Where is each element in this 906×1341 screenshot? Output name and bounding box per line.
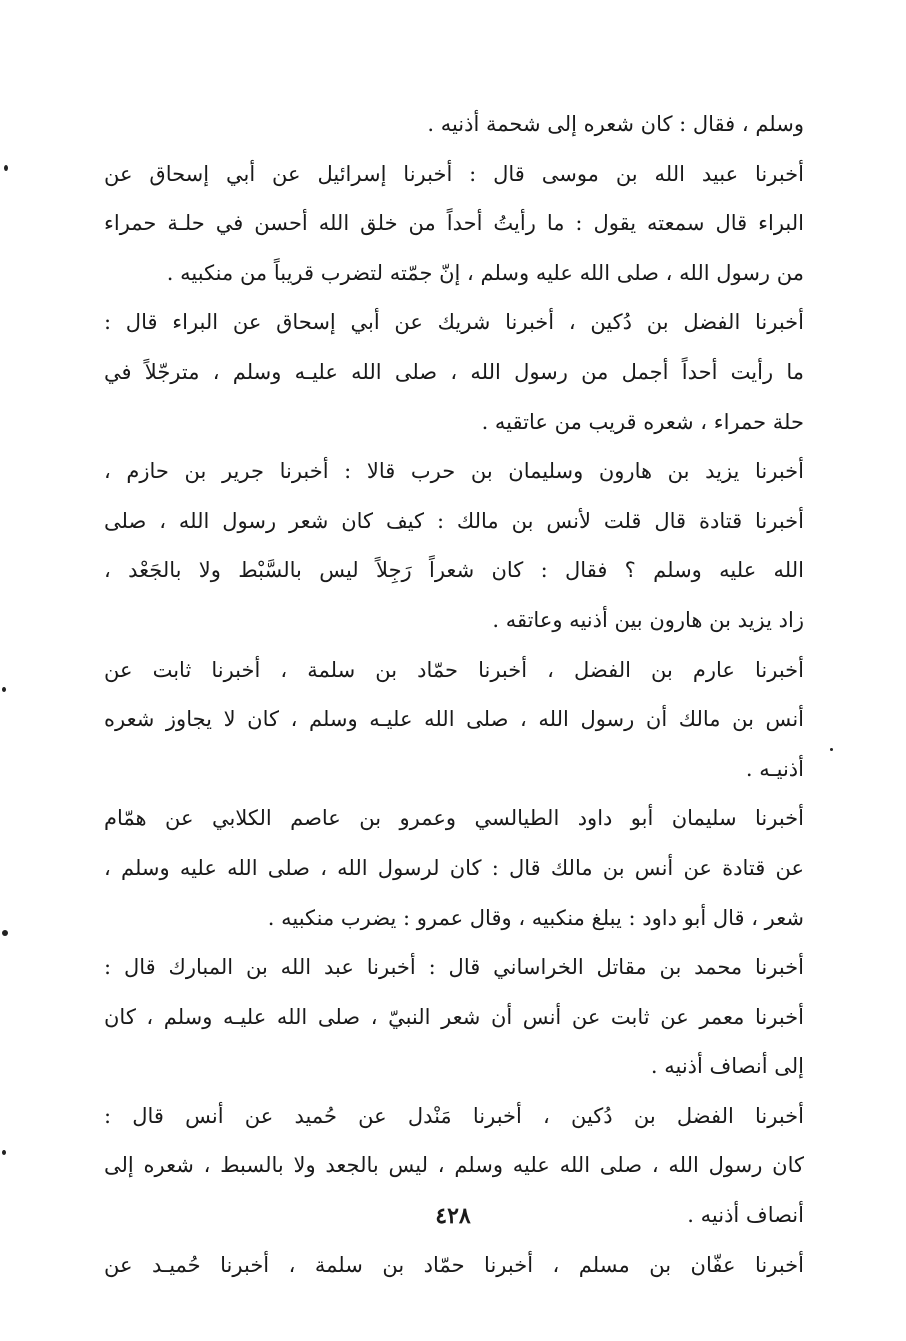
text-line: أخبرنا محمد بن مقاتل الخراساني قال : أخبرنا عبد الله بن المبارك قال : (104, 955, 804, 980)
text-line: أخبرنا الفضل بن دُكين ، أخبرنا شريك عن أبي إسحاق عن البراء قال : (104, 310, 804, 335)
text-line: من رسول الله ، صلى الله عليه وسلم ، إنّ جمّته لتضرب قريباً من منكبيه . (166, 260, 804, 285)
text-line: عن قتادة عن أنس بن مالك قال : كان لرسول الله ، صلى الله عليه وسلم ، (104, 855, 804, 880)
text-line: أخبرنا عارم بن الفضل ، أخبرنا حمّاد بن سلمة ، أخبرنا ثابت عن (104, 657, 804, 682)
scan-speck (4, 165, 8, 171)
scan-speck (2, 1150, 6, 1155)
text-line: شعر ، قال أبو داود : يبلغ منكبيه ، وقال عمرو : يضرب منكبيه . (267, 905, 804, 930)
text-line: ما رأيت أحداً أجمل من رسول الله ، صلى الله عليـه وسلم ، مترجّلاً في (104, 359, 804, 384)
text-line: أخبرنا يزيد بن هارون وسليمان بن حرب قالا : أخبرنا جرير بن حازم ، (104, 459, 804, 484)
scan-speck (2, 687, 6, 692)
text-line: أذنيـه . (745, 756, 804, 781)
page-number: ٤٢٨ (435, 1203, 471, 1229)
text-line: أخبرنا سليمان أبو داود الطيالسي وعمرو بن عاصم الكلابي عن همّام (104, 806, 804, 831)
text-line: أخبرنا الفضل بن دُكين ، أخبرنا مَنْدل عن حُميد عن أنس قال : (104, 1103, 804, 1128)
text-line: إلى أنصاف أذنيه . (650, 1054, 804, 1079)
text-line: أنس بن مالك أن رسول الله ، صلى الله عليـه وسلم ، كان لا يجاوز شعره (104, 707, 804, 732)
text-line: أنصاف أذنيه . (687, 1203, 804, 1228)
text-line: كان رسول الله ، صلى الله عليه وسلم ، ليس بالجعد ولا بالسبط ، شعره إلى (104, 1153, 804, 1178)
text-line: أخبرنا عفّان بن مسلم ، أخبرنا حمّاد بن سلمة ، أخبرنا حُميـد عن (104, 1252, 804, 1277)
page-body-text (104, 100, 804, 1290)
text-line: أخبرنا معمر عن ثابت عن أنس أن شعر النبيّ ، صلى الله عليـه وسلم ، كان (104, 1004, 804, 1029)
text-line: زاد يزيد بن هارون بين أذنيه وعاتقه . (492, 607, 804, 632)
scan-speck (2, 930, 8, 936)
text-line: وسلم ، فقال : كان شعره إلى شحمة أذنيه . (427, 112, 804, 136)
text-line: أخبرنا عبيد الله بن موسى قال : أخبرنا إسرائيل عن أبي إسحاق عن (104, 161, 804, 186)
text-line: البراء قال سمعته يقول : ما رأيتُ أحداً من خلق الله أحسن في حلـة حمراء (104, 211, 804, 236)
text-line: أخبرنا قتادة قال قلت لأنس بن مالك : كيف كان شعر رسول الله ، صلى (104, 508, 804, 533)
text-line: حلة حمراء ، شعره قريب من عاتقيه . (481, 409, 804, 434)
text-line: الله عليه وسلم ؟ فقال : كان شعراً رَجِلاً ليس بالسَّبْط ولا بالجَعْد ، (104, 558, 804, 583)
scan-speck (830, 748, 833, 751)
